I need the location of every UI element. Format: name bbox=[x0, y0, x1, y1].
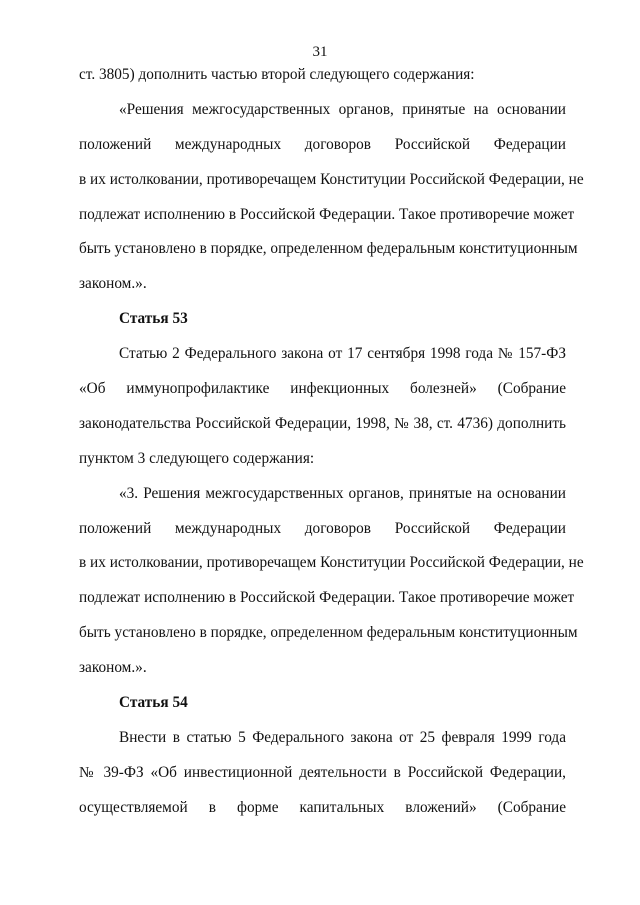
page-number: 31 bbox=[312, 44, 328, 60]
text-line: законодательства Российской Федерации, 1998, № 38, ст. 4736) дополнить bbox=[79, 414, 566, 432]
text-line: подлежат исполнению в Российской Федерации. Такое противоречие может bbox=[79, 589, 575, 607]
text-line: осуществляемой в форме капитальных вложений» (Собрание bbox=[79, 798, 566, 816]
text-line: Статью 2 Федерального закона от 17 сентября 1998 года № 157-ФЗ bbox=[119, 345, 566, 363]
text-line: подлежат исполнению в Российской Федерации. Такое противоречие может bbox=[79, 205, 575, 223]
text-line: в их истолковании, противоречащем Конституции Российской Федерации, не bbox=[79, 170, 584, 188]
text-line: законом.». bbox=[79, 659, 147, 677]
text-line: «3. Решения межгосударственных органов, принятые на основании bbox=[119, 484, 566, 502]
text-line: пунктом 3 следующего содержания: bbox=[79, 449, 315, 467]
text-line: «Решения межгосударственных органов, принятые на основании bbox=[119, 100, 566, 118]
text-line: «Об иммунопрофилактике инфекционных болезней» (Собрание bbox=[79, 380, 566, 398]
text-line: законом.». bbox=[79, 275, 147, 293]
text-line: № 39-ФЗ «Об инвестиционной деятельности в Российской Федерации, bbox=[79, 763, 566, 781]
article-heading: Статья 54 bbox=[119, 694, 188, 712]
text-line: в их истолковании, противоречащем Конституции Российской Федерации, не bbox=[79, 554, 584, 572]
document-body bbox=[79, 66, 584, 834]
article-heading: Статья 53 bbox=[119, 310, 188, 328]
text-line: Внести в статью 5 Федерального закона от 25 февраля 1999 года bbox=[119, 728, 566, 746]
text-line: положений международных договоров Российской Федерации bbox=[79, 519, 566, 537]
text-line: ст. 3805) дополнить частью второй следующего содержания: bbox=[79, 66, 475, 83]
text-line: быть установлено в порядке, определенном федеральным конституционным bbox=[79, 624, 578, 642]
text-line: положений международных договоров Российской Федерации bbox=[79, 135, 566, 153]
text-line: быть установлено в порядке, определенном федеральным конституционным bbox=[79, 240, 578, 258]
